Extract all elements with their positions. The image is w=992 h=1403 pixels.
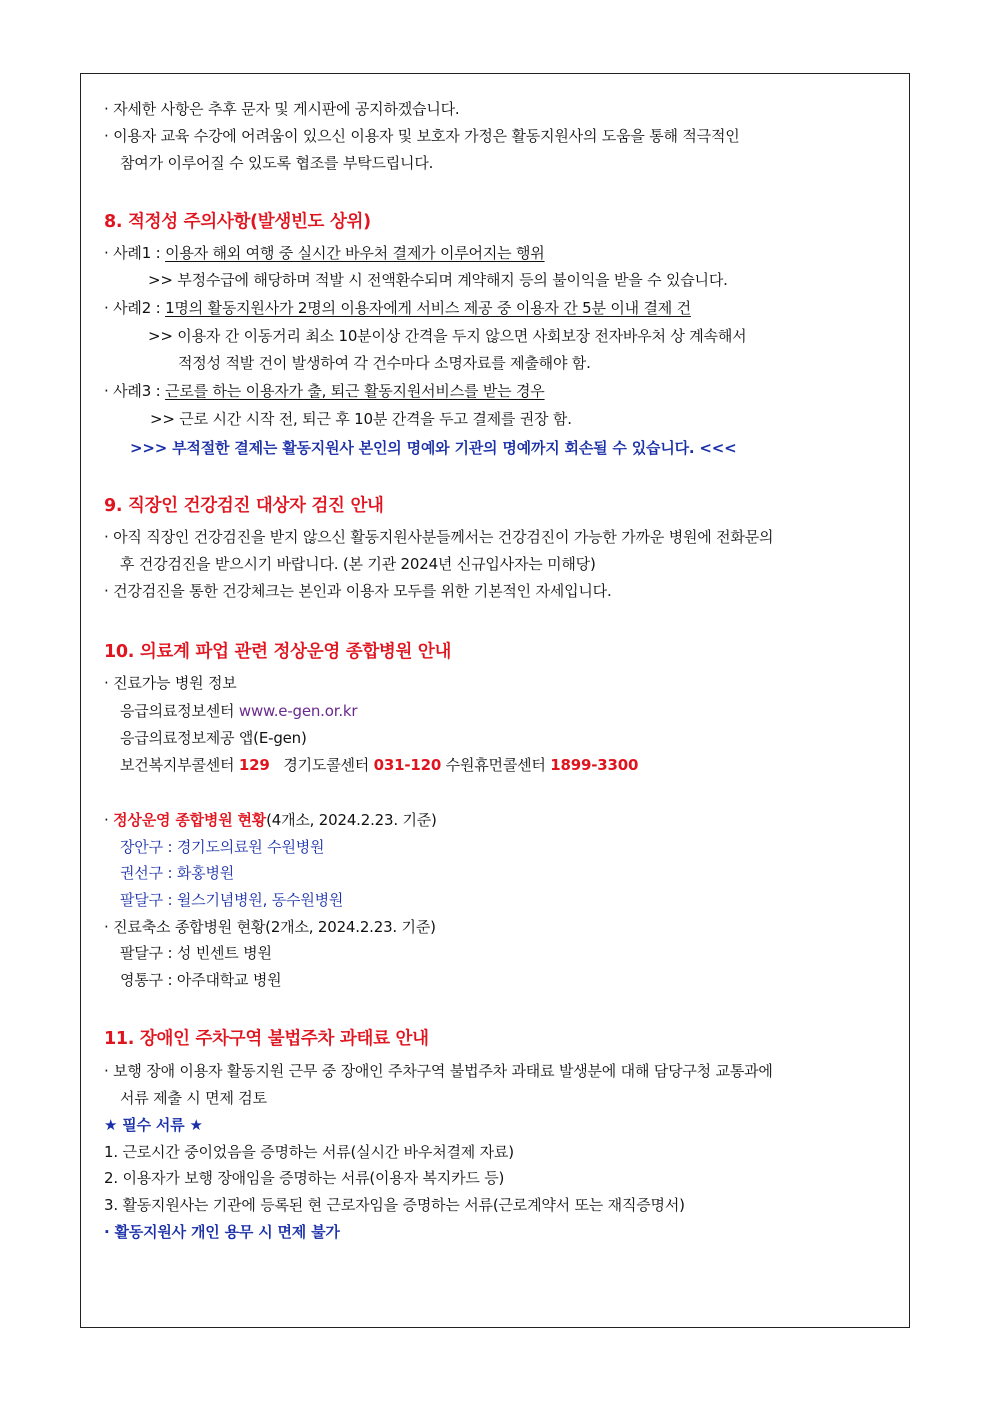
normal-hospitals-meta: (4개소, 2024.2.23. 기준) [266, 811, 437, 829]
call-1-label: 보건복지부콜센터 [120, 756, 239, 774]
case-1-text: 이용자 해외 여행 중 실시간 바우처 결제가 이루어지는 행위 [165, 244, 545, 262]
normal-hospitals-head [104, 809, 437, 831]
section-11-footer: · 활동지원사 개인 용무 시 면제 불가 [104, 1223, 340, 1241]
case-2-text: 1명의 활동지원사가 2명의 이용자에게 서비스 제공 중 이용자 간 5분 이내 결제 건 [165, 299, 691, 317]
section-9-line-1: · 아직 직장인 건강검진을 받지 않으신 활동지원사분들께서는 건강검진이 가능한 가까운 병원에 전화문의 [104, 528, 774, 546]
call-2-number: 031-120 [373, 756, 442, 774]
section-8-warning: >>> 부적절한 결제는 활동지원사 본인의 명예와 기관의 명예까지 회손될 수 있습니다. <<< [130, 439, 737, 457]
case-1-prefix: · 사례1 : [104, 244, 166, 262]
reduced-yeongtong: 영통구 : 아주대학교 병원 [120, 971, 282, 989]
required-doc-2: 2. 이용자가 보행 장애임을 증명하는 서류(이용자 복지카드 등) [104, 1169, 505, 1187]
section-10-title: 10. 의료계 파업 관련 정상운영 종합병원 안내 [104, 642, 452, 662]
hospital-gwonseon: 권선구 : 화홍병원 [120, 864, 235, 882]
case-2-note-1: >> 이용자 간 이동거리 최소 10분이상 간격을 두지 않으면 사회보장 전자바우처 상 계속해서 [148, 327, 747, 345]
call-3-label: 수원휴먼콜센터 [441, 756, 551, 774]
section-11-title: 11. 장애인 주차구역 불법주차 과태료 안내 [104, 1029, 429, 1049]
case-2-note-2: 적정성 적발 건이 발생하여 각 건수마다 소명자료를 제출해야 함. [178, 354, 591, 372]
egen-center [120, 700, 357, 722]
egen-link[interactable]: www.e-gen.or.kr [238, 702, 358, 720]
case-3-prefix: · 사례3 : [104, 382, 166, 400]
section-9-line-3: · 건강검진을 통한 건강체크는 본인과 이용자 모두를 위한 기본적인 자세입니다. [104, 582, 612, 600]
call-centers [120, 754, 638, 776]
reduced-paldal: 팔달구 : 성 빈센트 병원 [120, 944, 272, 962]
case-3 [104, 380, 545, 402]
section-9-line-2: 후 건강검진을 받으시기 바랍니다. (본 기관 2024년 신규입사자는 미해당) [120, 555, 596, 573]
normal-hospitals-label: 정상운영 종합병원 현황 [113, 811, 267, 829]
hospital-info-head: · 진료가능 병원 정보 [104, 674, 237, 692]
hospital-paldal: 팔달구 : 윌스기념병원, 동수원병원 [120, 891, 344, 909]
required-doc-1: 1. 근로시간 중이었음을 증명하는 서류(실시간 바우처결제 자료) [104, 1143, 514, 1161]
case-3-note: >> 근로 시간 시작 전, 퇴근 후 10분 간격을 두고 결제를 권장 함. [150, 410, 572, 428]
call-1-number: 129 [238, 756, 270, 774]
case-2-prefix: · 사례2 : [104, 299, 166, 317]
egen-label: 응급의료정보센터 [120, 702, 239, 720]
call-3-number: 1899-3300 [550, 756, 639, 774]
intro-line-1: · 자세한 사항은 추후 문자 및 게시판에 공지하겠습니다. [104, 100, 460, 118]
section-8-title: 8. 적정성 주의사항(발생빈도 상위) [104, 212, 371, 232]
egen-app: 응급의료정보제공 앱(E-gen) [120, 729, 307, 747]
case-3-text: 근로를 하는 이용자가 출, 퇴근 활동지원서비스를 받는 경우 [165, 382, 545, 400]
case-2 [104, 297, 691, 319]
required-docs-head: ★ 필수 서류 ★ [104, 1116, 203, 1134]
section-9-title: 9. 직장인 건강검진 대상자 검진 안내 [104, 496, 384, 516]
required-doc-3: 3. 활동지원사는 기관에 등록된 현 근로자임을 증명하는 서류(근로계약서 또는 재직증명서) [104, 1196, 685, 1214]
normal-bullet: · [104, 811, 114, 829]
case-1 [104, 242, 545, 264]
section-11-line-1: · 보행 장애 이용자 활동지원 근무 중 장애인 주차구역 불법주차 과태료 발생분에 대해 담당구청 교통과에 [104, 1062, 773, 1080]
intro-line-3: 참여가 이루어질 수 있도록 협조를 부탁드립니다. [120, 154, 434, 172]
intro-line-2: · 이용자 교육 수강에 어려움이 있으신 이용자 및 보호자 가정은 활동지원사의 도움을 통해 적극적인 [104, 127, 740, 145]
case-1-note: >> 부정수급에 해당하며 적발 시 전액환수되며 계약해지 등의 불이익을 받을 수 있습니다. [148, 271, 728, 289]
reduced-hospitals-head: · 진료축소 종합병원 현황(2개소, 2024.2.23. 기준) [104, 918, 436, 936]
hospital-jangan: 장안구 : 경기도의료원 수원병원 [120, 838, 325, 856]
call-2-label: 경기도콜센터 [283, 756, 374, 774]
section-11-line-2: 서류 제출 시 면제 검토 [120, 1089, 267, 1107]
